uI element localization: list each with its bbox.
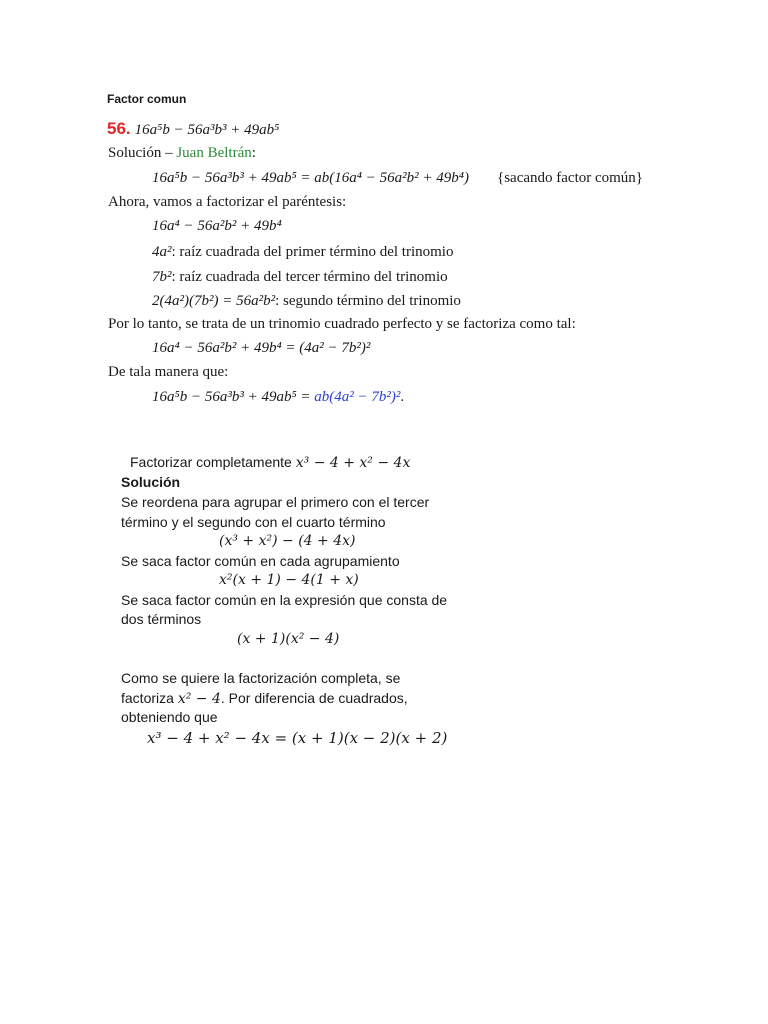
- factoriza-text: factoriza: [121, 690, 178, 706]
- conclusion-text: De tala manera que:: [108, 364, 229, 380]
- final-factorization-expression: x³ − 4 + x² − 4x = (x + 1)(x − 2)(x + 2): [147, 729, 448, 747]
- problem-2-title-expr: x³ − 4 + x² − 4x: [295, 455, 411, 471]
- solution-label: Solución –: [108, 145, 177, 161]
- first-root-expr: 4a²: [152, 244, 172, 260]
- first-root-text: : raíz cuadrada del primer término del trinomio: [171, 244, 454, 260]
- author-name: Juan Beltrán: [176, 145, 252, 161]
- difference-of-squares-text: . Por diferencia de cuadrados,: [220, 690, 408, 706]
- factor-groups-text: Se saca factor común en cada agrupamiento: [121, 553, 400, 569]
- difference-of-squares-expr: x² − 4: [177, 691, 221, 707]
- factor-expression-text-line-1: Se saca factor común en la expresión que consta de: [121, 592, 448, 608]
- grouped-factor-expression: x²(x + 1) − 4(1 + x): [219, 572, 359, 588]
- problem-2-title-text: Factorizar completamente: [130, 454, 296, 470]
- trinomial-expression: 16a⁴ − 56a²b² + 49b⁴: [152, 218, 282, 234]
- first-root-line: [152, 243, 453, 261]
- author-suffix: :: [251, 145, 256, 161]
- common-factor-note: {sacando factor común}: [497, 170, 644, 186]
- middle-term-text: : segundo término del trinomio: [275, 293, 461, 309]
- final-rhs: ab(4a² − 7b²)²: [314, 389, 401, 405]
- factorize-parenthesis-text: Ahora, vamos a factorizar el paréntesis:: [108, 194, 347, 210]
- final-period: .: [400, 389, 405, 405]
- final-result-line: [152, 388, 404, 406]
- problem-56-line: [107, 119, 279, 139]
- third-root-text: : raíz cuadrada del tercer término del trinomio: [171, 269, 448, 285]
- final-lhs: 16a⁵b − 56a³b³ + 49ab⁵ =: [152, 389, 315, 405]
- middle-term-line: [152, 292, 461, 310]
- reorder-text-line-1: Se reordena para agrupar el primero con el tercer: [121, 494, 430, 510]
- third-root-line: [152, 268, 448, 286]
- section-heading: Factor comun: [107, 92, 187, 106]
- solution-author-line: [108, 145, 256, 162]
- complete-factorization-text-line-3: obteniendo que: [121, 709, 218, 725]
- third-root-expr: 7b²: [152, 269, 172, 285]
- complete-factorization-text-line-2: [121, 690, 408, 708]
- common-factor-step: 16a⁵b − 56a³b³ + 49ab⁵ = ab(16a⁴ − 56a²b² + 49b⁴): [152, 170, 469, 186]
- perfect-square-factorization: 16a⁴ − 56a²b² + 49b⁴ = (4a² − 7b²)²: [152, 340, 371, 356]
- complete-factorization-text-line-1: Como se quiere la factorización completa, se: [121, 670, 401, 686]
- binomial-product-expression: (x + 1)(x² − 4): [237, 631, 340, 647]
- problem-expression: 16a⁵b − 56a³b³ + 49ab⁵: [134, 122, 280, 138]
- grouping-expression: (x³ + x²) − (4 + 4x): [219, 533, 356, 549]
- solution-heading: Solución: [121, 474, 181, 490]
- perfect-square-text: Por lo tanto, se trata de un trinomio cuadrado perfecto y se factoriza como tal:: [108, 316, 576, 332]
- factor-expression-text-line-2: dos términos: [121, 611, 202, 627]
- reorder-text-line-2: término y el segundo con el cuarto término: [121, 514, 386, 530]
- problem-2-title: [130, 454, 410, 472]
- middle-term-expr: 2(4a²)(7b²) = 56a²b²: [152, 293, 276, 309]
- problem-number: 56.: [107, 119, 131, 138]
